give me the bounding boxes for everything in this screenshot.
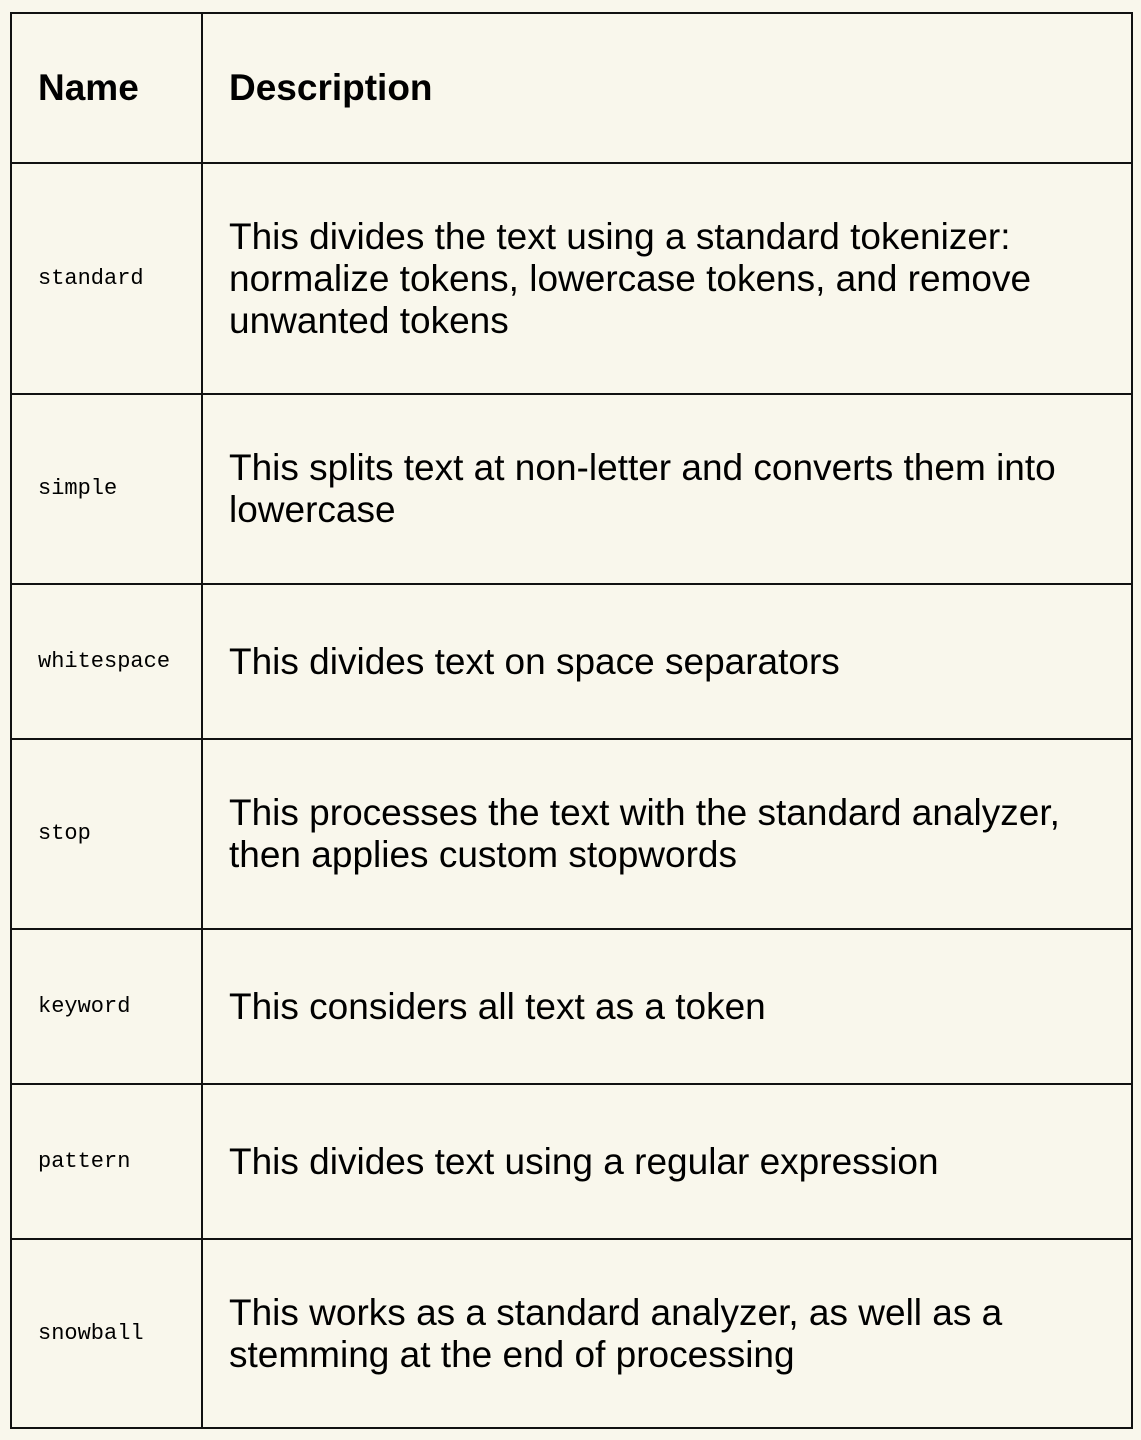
analyzer-description: This divides text on space separators xyxy=(202,584,1132,739)
header-description: Description xyxy=(202,13,1132,163)
table-row xyxy=(11,584,1132,739)
analyzer-name: whitespace xyxy=(11,584,202,739)
analyzer-name: stop xyxy=(11,739,202,929)
analyzer-name: standard xyxy=(11,163,202,394)
analyzer-name: snowball xyxy=(11,1239,202,1428)
analyzer-description: This divides text using a regular expression xyxy=(202,1084,1132,1239)
table-row xyxy=(11,163,1132,394)
header-row xyxy=(11,13,1132,163)
table-row xyxy=(11,394,1132,584)
table-row xyxy=(11,739,1132,929)
header-name: Name xyxy=(11,13,202,163)
table-row xyxy=(11,1239,1132,1428)
analyzer-name: simple xyxy=(11,394,202,584)
analyzer-description: This works as a standard analyzer, as well as a stemming at the end of processing xyxy=(202,1239,1132,1428)
analyzer-description: This processes the text with the standard analyzer, then applies custom stopwords xyxy=(202,739,1132,929)
analyzer-description: This divides the text using a standard tokenizer: normalize tokens, lowercase tokens, and remove unwanted tokens xyxy=(202,163,1132,394)
table-row xyxy=(11,929,1132,1084)
analyzer-description: This splits text at non-letter and converts them into lowercase xyxy=(202,394,1132,584)
analyzer-description: This considers all text as a token xyxy=(202,929,1132,1084)
table-row xyxy=(11,1084,1132,1239)
analyzer-name: keyword xyxy=(11,929,202,1084)
analyzer-table xyxy=(10,12,1133,1429)
analyzer-name: pattern xyxy=(11,1084,202,1239)
